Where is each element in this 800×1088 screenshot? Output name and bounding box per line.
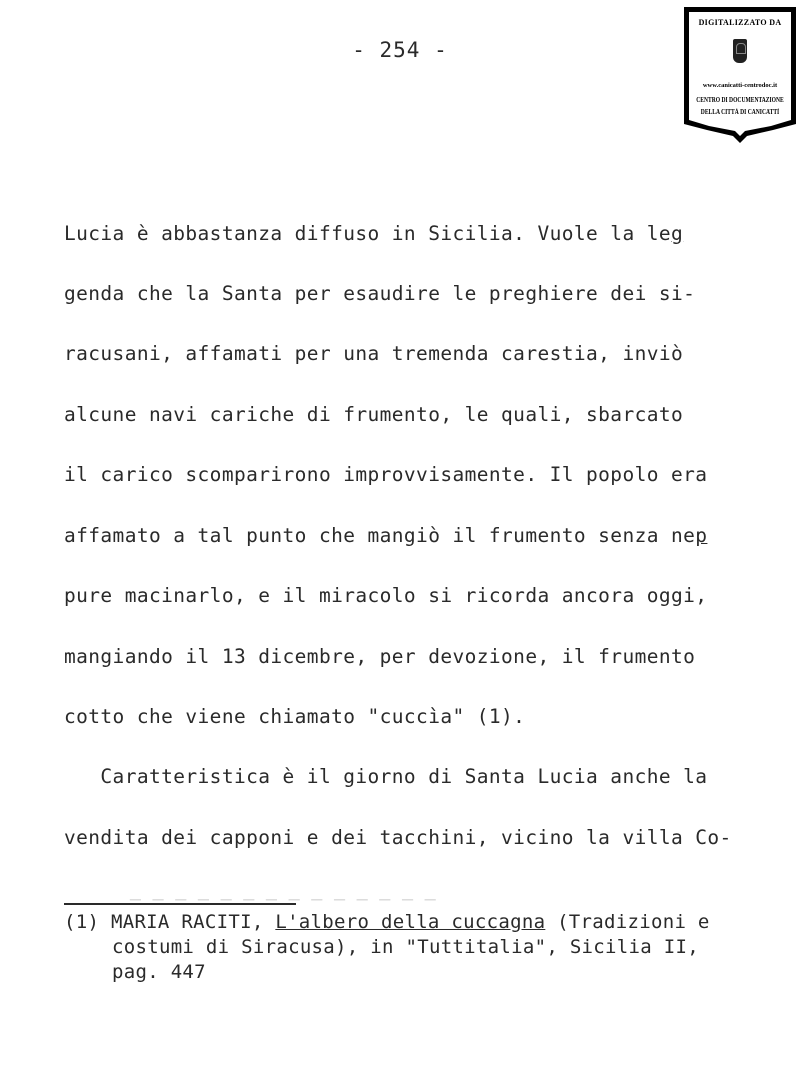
stamp-url: www.canicatti-centrodoc.it — [702, 82, 778, 89]
body-line: alcune navi cariche di frumento, le quali, sbarcato — [64, 403, 684, 426]
coat-of-arms-icon — [733, 39, 747, 63]
body-line: vendita dei capponi e dei tacchini, vicino la villa Co- — [64, 826, 732, 849]
body-line: racusani, affamati per una tremenda carestia, inviò — [64, 342, 684, 365]
footnote-line-3: pag. 447 — [112, 961, 206, 983]
footnote-marker: (1) — [64, 911, 100, 933]
bleed-through: ─ ─ ─ ─ ─ ─ ─ ─ ─ ─ ─ ─ ─ ─ — [130, 890, 437, 911]
body-line: pure macinarlo, e il miracolo si ricorda ancora oggi, — [64, 584, 708, 607]
digitization-stamp — [683, 6, 797, 144]
body-line: genda che la Santa per esaudire le preghiere dei si- — [64, 282, 696, 305]
body-line: il carico scomparirono improvvisamente. Il popolo era — [64, 463, 708, 486]
body-line: mangiando il 13 dicembre, per devozione, il frumento — [64, 645, 696, 668]
footnote-title: L'albero della cuccagna — [275, 911, 546, 933]
page-number: - 254 - — [352, 38, 448, 62]
body-line: Lucia è abbastanza diffuso in Sicilia. Vuole la leg — [64, 222, 684, 245]
body-line: Caratteristica è il giorno di Santa Lucia anche la — [64, 765, 708, 788]
footnote-line-2: costumi di Siracusa), in "Tuttitalia", Sicilia II, — [112, 936, 699, 958]
footnote-author: MARIA RACITI, — [110, 911, 264, 933]
stamp-center-line-2: DELLA CITTÀ DI CANICATTÌ — [700, 109, 780, 116]
body-line: affamato a tal punto che mangiò il frumento senza nep — [64, 524, 708, 547]
stamp-top-text: DIGITALIZZATO DA — [698, 18, 782, 27]
body-line: cotto che viene chiamato "cuccìa" (1). — [64, 705, 526, 728]
stamp-center-line-1: CENTRO DI DOCUMENTAZIONE — [696, 97, 784, 104]
footnote-line-1: (1) MARIA RACITI, L'albero della cuccagna (Tradizioni e — [64, 911, 710, 933]
footnote-rule — [64, 903, 296, 905]
